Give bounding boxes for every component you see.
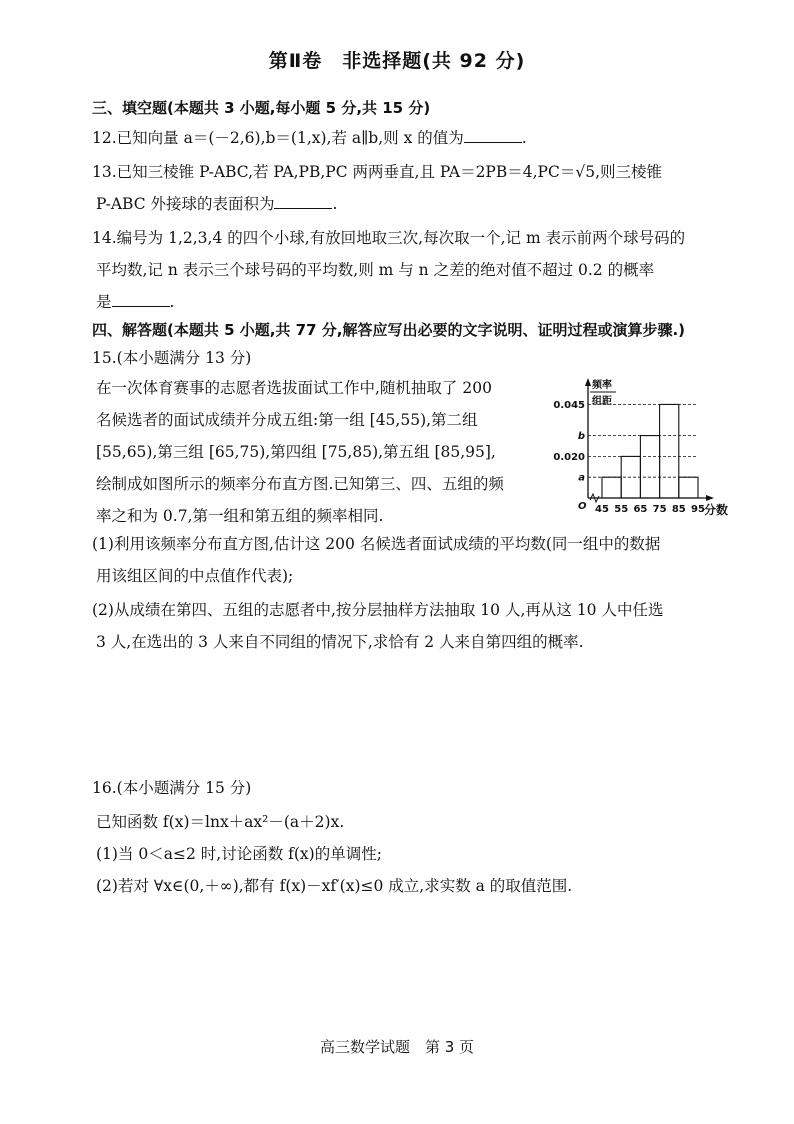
answer-blank bbox=[112, 292, 170, 307]
question-12 bbox=[92, 126, 732, 150]
question-15-part2-line2: 3 人,在选出的 3 人来自不同组的情况下,求恰有 2 人来自第四组的概率. bbox=[96, 633, 584, 651]
x-tick-label: 45 bbox=[595, 504, 609, 515]
x-axis-label: 分数 bbox=[704, 503, 729, 517]
y-tick-label: b bbox=[577, 431, 585, 443]
axis-break-mark bbox=[590, 494, 599, 502]
y-tick-label: 0.020 bbox=[553, 451, 585, 463]
section4-heading: 四、解答题(本题共 5 小题,共 77 分,解答应写出必要的文字说明、证明过程或演算步骤.) bbox=[92, 321, 686, 339]
y-axis-arrow bbox=[585, 378, 591, 386]
x-axis-arrow bbox=[706, 495, 714, 501]
question-14-line2: 平均数,记 n 表示三个球号码的平均数,则 m 与 n 之差的绝对值不超过 0.2 的概率 bbox=[96, 261, 655, 279]
x-tick-label: 65 bbox=[633, 504, 648, 515]
question-13-text: P-ABC 外接球的表面积为 bbox=[96, 195, 275, 213]
histogram-bar bbox=[679, 477, 698, 498]
question-16-part1: (1)当 0＜a≤2 时,讨论函数 f(x)的单调性; bbox=[96, 845, 382, 863]
end-mark: . bbox=[169, 293, 175, 311]
y-tick-label: a bbox=[578, 472, 585, 484]
question-13-line1: 13.已知三棱锥 P-ABC,若 PA,PB,PC 两两垂直,且 PA＝2PB＝4,PC＝√5,则三棱锥 bbox=[92, 163, 662, 181]
question-16-header: 16.(本小题满分 15 分) bbox=[92, 779, 252, 797]
y-axis-label-top: 频率 bbox=[592, 380, 612, 391]
x-tick-label: 85 bbox=[671, 504, 686, 515]
question-15-line: 名候选者的面试成绩并分成五组:第一组 [45,55),第二组 bbox=[96, 411, 478, 429]
end-mark: . bbox=[521, 129, 527, 147]
x-ticks-group bbox=[595, 504, 705, 515]
question-15-part1-line2: 用该组区间的中点值作代表); bbox=[96, 567, 294, 585]
page-title: 第Ⅱ卷 非选择题(共 92 分) bbox=[268, 50, 526, 72]
question-15-line: 率之和为 0.7,第一组和第五组的频率相同. bbox=[96, 507, 384, 525]
histogram-bar bbox=[640, 436, 659, 498]
x-tick-label: 55 bbox=[614, 504, 629, 515]
question-15-part2-line1: (2)从成绩在第四、五组的志愿者中,按分层抽样方法抽取 10 人,再从这 10 人中任选 bbox=[92, 601, 664, 619]
y-ticks-group bbox=[553, 400, 585, 484]
end-mark: . bbox=[332, 195, 338, 213]
section3-heading: 三、填空题(本题共 3 小题,每小题 5 分,共 15 分) bbox=[92, 99, 431, 117]
question-14-line1: 14.编号为 1,2,3,4 的四个小球,有放回地取三次,每次取一个,记 m 表示前两个球号码的 bbox=[92, 229, 686, 247]
x-tick-label: 75 bbox=[652, 504, 667, 515]
bars-group bbox=[602, 404, 698, 498]
question-14-line3 bbox=[96, 290, 736, 314]
question-16-line1: 已知函数 f(x)＝lnx＋ax²－(a＋2)x. bbox=[96, 813, 345, 831]
origin-label: O bbox=[578, 501, 587, 512]
question-15-body bbox=[96, 372, 542, 532]
question-12-text: 12.已知向量 a＝(－2,6),b＝(1,x),若 a∥b,则 x 的值为 bbox=[92, 129, 464, 147]
histogram-bar bbox=[660, 404, 679, 498]
question-15-line: [55,65),第三组 [65,75),第四组 [75,85),第五组 [85,95], bbox=[96, 443, 496, 461]
histogram-bar bbox=[602, 477, 621, 498]
frequency-histogram bbox=[552, 376, 737, 518]
guides-group bbox=[588, 404, 698, 477]
question-15-part1-line1: (1)利用该频率分布直方图,估计这 200 名候选者面试成绩的平均数(同一组中的数据 bbox=[92, 535, 661, 553]
y-tick-label: 0.045 bbox=[553, 399, 585, 411]
question-15-header: 15.(本小题满分 13 分) bbox=[92, 349, 252, 367]
question-15-line: 在一次体育赛事的志愿者选拔面试工作中,随机抽取了 200 bbox=[96, 379, 492, 397]
y-axis-label-bottom: 组距 bbox=[592, 396, 612, 407]
answer-blank bbox=[464, 128, 522, 143]
question-14-text: 是 bbox=[96, 293, 112, 311]
x-tick-label: 95 bbox=[691, 504, 705, 515]
page-footer: 高三数学试题 第 3 页 bbox=[319, 1038, 475, 1056]
question-15-line: 绘制成如图所示的频率分布直方图.已知第三、四、五组的频 bbox=[96, 475, 504, 493]
question-13-line2 bbox=[96, 192, 736, 216]
question-16-part2: (2)若对 ∀x∈(0,＋∞),都有 f(x)－xf′(x)≤0 成立,求实数 a 的取值范围. bbox=[96, 877, 573, 895]
answer-blank bbox=[274, 194, 332, 209]
